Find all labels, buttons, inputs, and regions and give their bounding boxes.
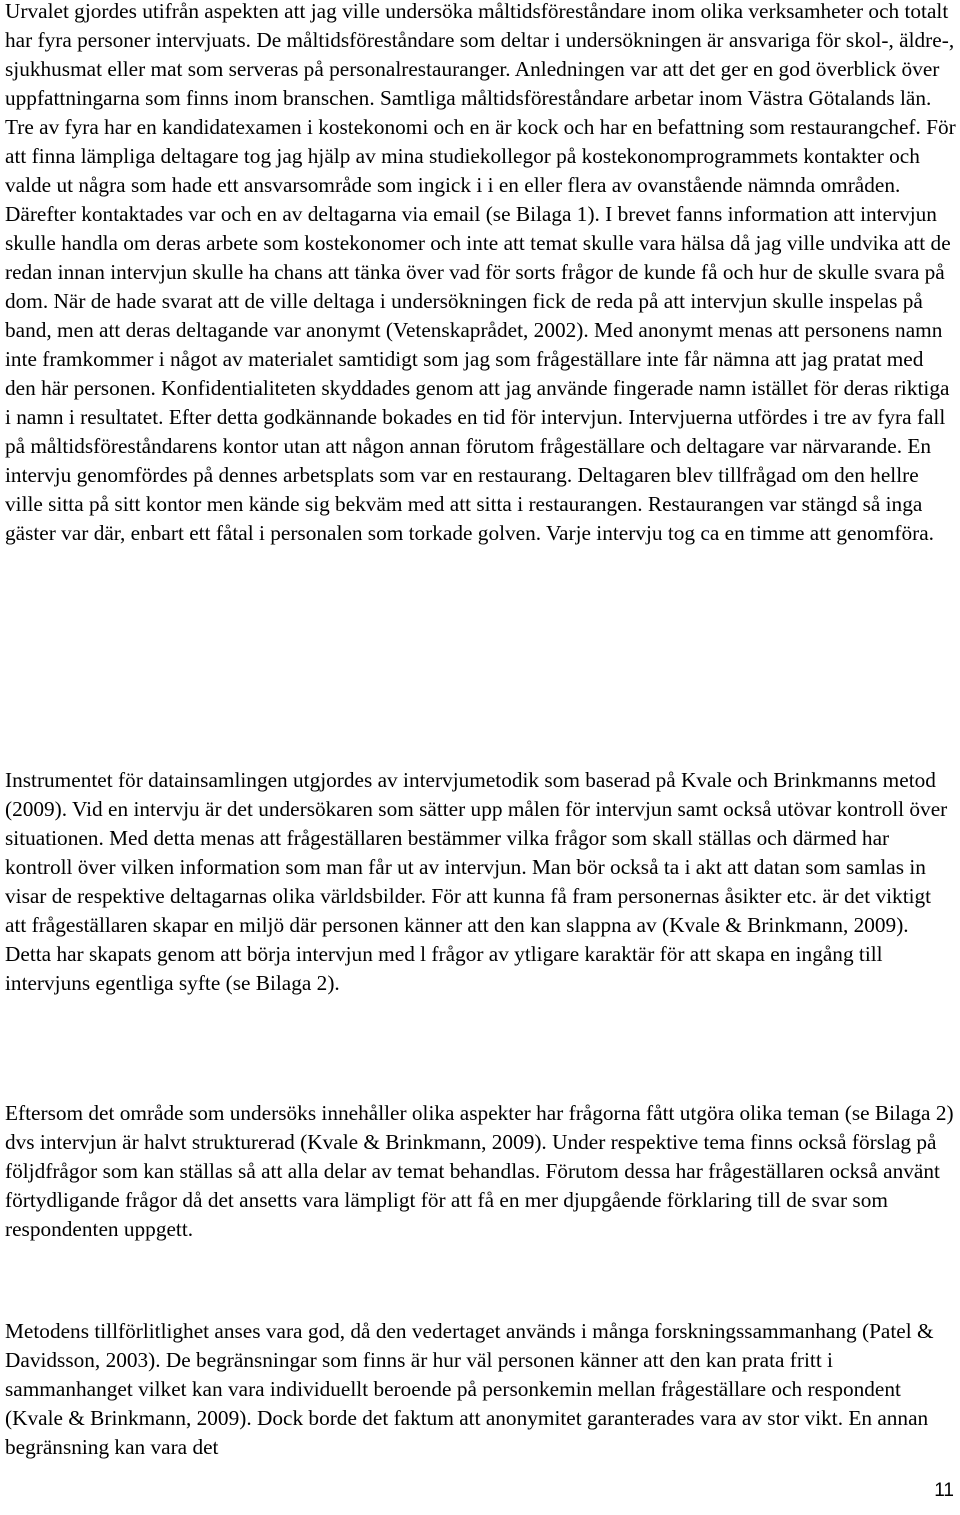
paragraph-themes: Eftersom det område som undersöks innehåller olika aspekter har frågorna fått utgöra olika teman (se Bilaga 2) dvs intervjun är halvt strukturerad (Kvale & Brinkmann, 2009). Under respektive tema finns också förslag på följdfrågor som kan ställas så att alla delar av temat behandlas. Förutom dessa har frågeställaren också använt förtydligande frågor då det ansetts vara lämpligt för att få en mer djupgående förklaring till de svar som respondenten uppgett. [5,1101,954,1241]
paragraph-reliability: Metodens tillförlitlighet anses vara god, då den vedertaget används i många forskningssammanhang (Patel & Davidsson, 2003). De begränsningar som finns är hur väl personen känner att den kan prata fritt i sammanhanget vilket kan vara individuellt beroende på personkemin mellan frågeställare och respondent (Kvale & Brinkmann, 2009). Dock borde det faktum att anonymitet garanterades vara av stor vikt. En annan begränsning kan vara det [5,1319,934,1459]
paragraph-selection: Urvalet gjordes utifrån aspekten att jag ville undersöka måltidsföreståndare inom olika verksamheter och totalt har fyra personer intervjuats. De måltidsföreståndare som deltar i undersökningen är ansvariga för skol-, äldre-, sjukhusmat eller mat som serveras på personalrestauranger. Anledningen var att det ger en god överblick över uppfattningarna som finns inom branschen. Samtliga måltidsföreståndare arbetar inom Västra Götalands län. Tre av fyra har en kandidatexamen i kostekonomi och en är kock och har en befattning som restaurangchef. För att finna lämpliga deltagare tog jag hjälp av mina studiekollegor på kostekonomprogrammets kontakter och valde ut några som hade ett ansvarsområde som ingick i i en eller flera av ovanstående nämnda områden. Därefter kontaktades var och en av deltagarna via email (se Bilaga 1). I brevet fanns information att intervjun skulle handla om deras arbete som kostekonomer och inte att temat skulle vara hälsa då jag ville undvika att de redan innan intervjun skulle ha chans att tänka över vad för sorts frågor de kunde få och hur de skulle svara på dom. När de hade svarat att de ville deltaga i undersökningen fick de reda på att intervjun skulle inspelas på band, men att deras deltagande var anonymt (Vetenskaprådet, 2002). Med anonymt menas att personens namn inte framkommer i något av materialet samtidigt som jag som frågeställare inte får nämna att jag pratat med den här personen. Konfidentialiteten skyddades genom att jag använde fingerade namn istället för deras riktiga i namn i resultatet. Efter detta godkännande bokades en tid för intervjun. Intervjuerna utfördes i tre av fyra fall på måltidsföreståndarens kontor utan att någon annan förutom frågeställare och deltagare var närvarande. En intervju genomfördes på dennes arbetsplats som var en restaurang. Deltagaren blev tillfrågad om den hellre ville sitta på sitt kontor men kände sig bekväm med att sitta i restaurangen. Restaurangen var stängd så inga gäster var där, enbart ett fåtal i personalen som torkade golven. Varje intervju tog ca en timme att genomföra. [5,0,956,545]
page-number: 11 [934,1480,954,1501]
paragraph-instrument: Instrumentet för datainsamlingen utgjordes av intervjumetodik som baserad på Kvale och Brinkmanns metod (2009). Vid en intervju är det undersökaren som sätter upp målen för intervjun samt också utövar kontroll över situationen. Med detta menas att frågeställaren bestämmer vilka frågor som skall ställas och därmed har kontroll över vilken information som man får ut av intervjun. Man bör också ta i akt att datan som samlas in visar de respektive deltagarnas olika världsbilder. För att kunna få fram personernas åsikter etc. är det viktigt att frågeställaren skapar en miljö där personen känner att den kan slappna av (Kvale & Brinkmann, 2009). Detta har skapats genom att börja intervjun med l frågor av ytligare karaktär för att skapa en ingång till intervjuns egentliga syfte (se Bilaga 2). [5,768,948,995]
